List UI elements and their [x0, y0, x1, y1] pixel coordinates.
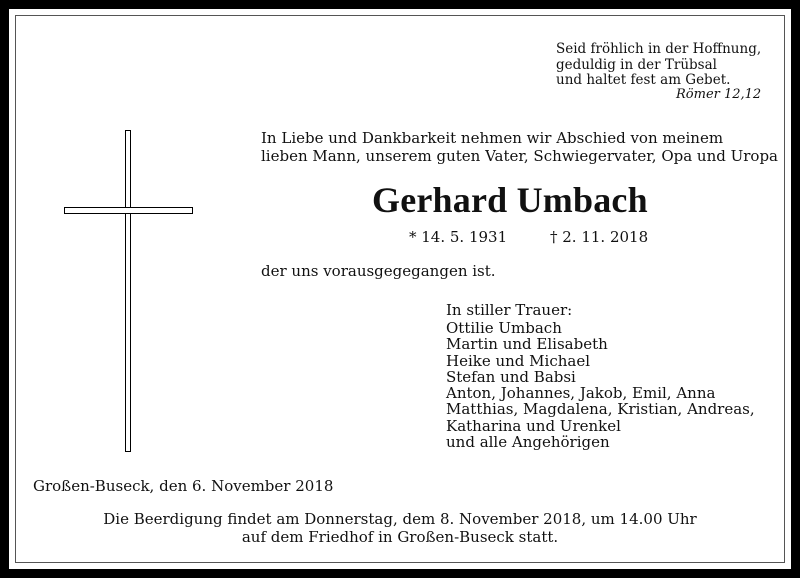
verse-line: und haltet fest am Gebet.: [556, 72, 731, 88]
list-item: Heike und Michael: [446, 351, 591, 370]
mourners-list: [446, 320, 755, 450]
place-and-date: Großen-Buseck, den 6. November 2018: [33, 477, 334, 495]
verse-line: geduldig in der Trübsal: [556, 56, 717, 73]
intro-line: In Liebe und Dankbarkeit nehmen wir Abschied von meinem: [261, 129, 724, 147]
funeral-line: auf dem Friedhof in Großen-Buseck statt.: [241, 528, 559, 546]
list-item: Martin und Elisabeth: [446, 335, 608, 354]
verse-line: Seid fröhlich in der Hoffnung,: [556, 41, 762, 57]
cross-icon-joint: [127, 209, 130, 213]
preceded-text: der uns vorausgegegangen ist.: [261, 262, 496, 280]
list-item: und alle Angehörigen: [446, 433, 610, 452]
list-item: Stefan und Babsi: [446, 367, 576, 386]
list-item: Ottilie Umbach: [446, 319, 562, 337]
bible-verse: [556, 42, 761, 89]
list-item: Anton, Johannes, Jakob, Emil, Anna: [446, 384, 716, 403]
funeral-line: Die Beerdigung findet am Donnerstag, dem 8. November 2018, um 14.00 Uhr: [103, 510, 697, 528]
mourners-heading: In stiller Trauer:: [446, 301, 573, 319]
intro-line: lieben Mann, unserem guten Vater, Schwiegervater, Opa und Uropa: [261, 147, 779, 165]
list-item: Matthias, Magdalena, Kristian, Andreas,: [446, 400, 755, 419]
deceased-name: Gerhard Umbach: [372, 180, 648, 220]
cross-icon-vertical-beam: [125, 130, 131, 452]
death-date: † 2. 11. 2018: [550, 228, 649, 246]
verse-reference: Römer 12,12: [676, 87, 762, 102]
intro-text: [261, 129, 778, 165]
list-item: Katharina und Urenkel: [446, 416, 621, 435]
birth-date: * 14. 5. 1931: [409, 228, 508, 246]
funeral-notice: [0, 510, 800, 546]
